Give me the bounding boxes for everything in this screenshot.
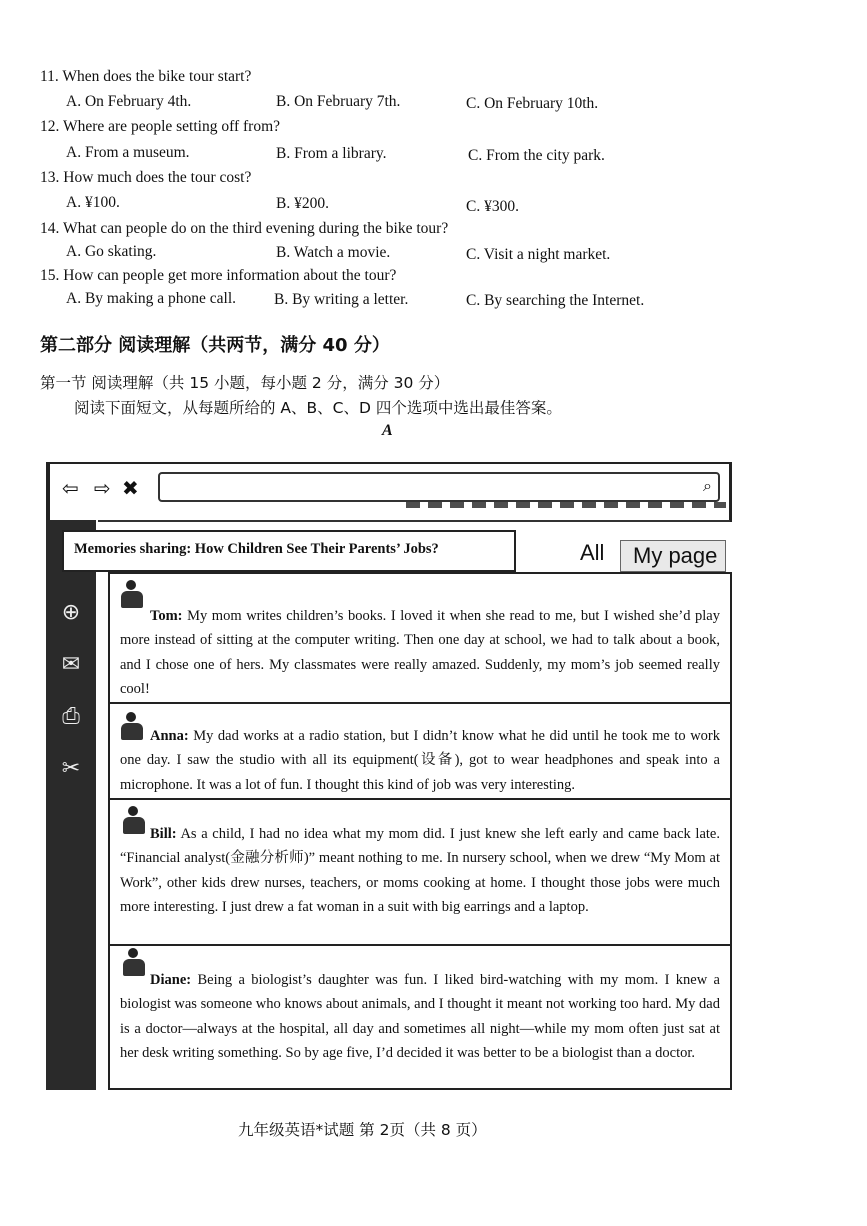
page-footer: 九年级英语*试题 第 2页（共 8 页） xyxy=(238,1121,487,1139)
post-tom-body: My mom writes children’s books. I loved it when she read to me, but I wished she’d play more instead of sitting at the computer writing. Then one day at school, we had to talk about a book, and I chose one of hers. My classmates were really amazed. Suddenly, my mom’s job seemed really cool! xyxy=(120,608,720,697)
q13-option-c: C. ¥300. xyxy=(466,198,519,215)
browser-sidebar xyxy=(46,520,96,1090)
q15-option-b: B. By writing a letter. xyxy=(274,291,409,308)
section-one-heading: 第一节 阅读理解（共 15 小题，每小题 2 分，满分 30 分） xyxy=(40,374,450,392)
avatar-icon xyxy=(116,712,150,742)
post-diane xyxy=(108,944,732,1090)
post-anna xyxy=(108,702,732,800)
avatar-icon xyxy=(116,580,150,610)
toolbar-edge-right xyxy=(729,464,732,522)
toolbar-decoration xyxy=(406,502,726,508)
target-icon[interactable]: ⊕ xyxy=(61,600,81,625)
post-bill-body: As a child, I had no idea what my mom did. I just knew she left early and came back late. “Financial analyst(金融分析师)” meant nothing to me. In nursery school, when we drew “My Mom at Work”, other kids drew nurses, teachers, or moms cooking at home. I thought those jobs were much more interesting. I just drew a fat woman in a suit with big earrings and a laptop. xyxy=(120,826,720,915)
question-13-stem: 13. How much does the tour cost? xyxy=(40,169,252,186)
browser-toolbar xyxy=(46,462,732,522)
post-tom-name: Tom: xyxy=(150,608,183,624)
post-tom-text xyxy=(120,604,720,701)
post-anna-body: My dad works at a radio station, but I didn’t know what he did until he took me to work one day. I saw the studio with all its equipment(设备), got to wear headphones and speak into a microphone. It was a lot of fun. I thought this kind of job was very interesting. xyxy=(120,728,720,793)
post-bill xyxy=(108,798,732,946)
post-tom xyxy=(108,572,732,704)
q11-option-c: C. On February 10th. xyxy=(466,95,599,112)
attachment-icon[interactable]: ✂ xyxy=(61,756,81,781)
toolbar-edge-left xyxy=(46,464,50,524)
reading-instruction: 阅读下面短文，从每题所给的 A、B、C、D 四个选项中选出最佳答案。 xyxy=(74,399,562,417)
post-bill-text xyxy=(120,822,720,919)
post-bill-name: Bill: xyxy=(150,826,177,842)
q12-option-b: B. From a library. xyxy=(276,145,387,162)
back-arrow-icon[interactable]: ⇦ xyxy=(62,476,79,500)
passage-label: A xyxy=(382,422,393,439)
post-diane-body: Being a biologist’s daughter was fun. I liked bird-watching with my mom. I knew a biologist was someone who knows about animals, and I thought it meant not working too hard. My dad is a doctor—always at the hospital, all day and sometimes all night—while my mom often just sat at her desk writing something. So by age five, I’d decided it was better to be a biologist than a doctor. xyxy=(120,972,720,1061)
forward-arrow-icon[interactable]: ⇨ xyxy=(94,476,111,500)
post-anna-text xyxy=(120,724,720,797)
page-title: Memories sharing: How Children See Their Parents’ Jobs? xyxy=(74,541,439,557)
printer-icon[interactable]: ⎙ xyxy=(62,704,80,729)
post-diane-name: Diane: xyxy=(150,972,192,988)
q12-option-a: A. From a museum. xyxy=(66,144,190,161)
q11-option-b: B. On February 7th. xyxy=(276,93,401,110)
tab-my-page[interactable] xyxy=(620,540,726,572)
tab-all[interactable]: All xyxy=(580,540,605,565)
q12-option-c: C. From the city park. xyxy=(468,147,605,164)
search-icon[interactable]: ⌕ xyxy=(703,476,712,495)
q13-option-a: A. ¥100. xyxy=(66,194,120,211)
avatar-icon xyxy=(118,948,152,978)
q13-option-b: B. ¥200. xyxy=(276,195,329,212)
question-11-stem: 11. When does the bike tour start? xyxy=(40,68,252,85)
q15-option-c: C. By searching the Internet. xyxy=(466,292,645,309)
part-two-heading: 第二部分 阅读理解（共两节，满分 40 分） xyxy=(40,335,390,356)
q15-option-a: A. By making a phone call. xyxy=(66,290,237,307)
question-14-stem: 14. What can people do on the third evening during the bike tour? xyxy=(40,220,449,237)
q11-option-a: A. On February 4th. xyxy=(66,93,192,110)
avatar-icon xyxy=(118,806,152,836)
page-title-box xyxy=(62,530,516,572)
close-icon[interactable]: ✖ xyxy=(122,476,139,500)
post-diane-text xyxy=(120,968,720,1065)
address-bar[interactable] xyxy=(158,472,720,502)
q14-option-b: B. Watch a movie. xyxy=(276,244,391,261)
question-12-stem: 12. Where are people setting off from? xyxy=(40,118,281,135)
q14-option-a: A. Go skating. xyxy=(66,243,157,260)
post-anna-name: Anna: xyxy=(150,728,189,744)
q14-option-c: C. Visit a night market. xyxy=(466,246,611,263)
question-15-stem: 15. How can people get more information about the tour? xyxy=(40,267,397,284)
tab-my-page-label: My page xyxy=(633,543,718,568)
mail-icon[interactable]: ✉ xyxy=(61,652,81,677)
